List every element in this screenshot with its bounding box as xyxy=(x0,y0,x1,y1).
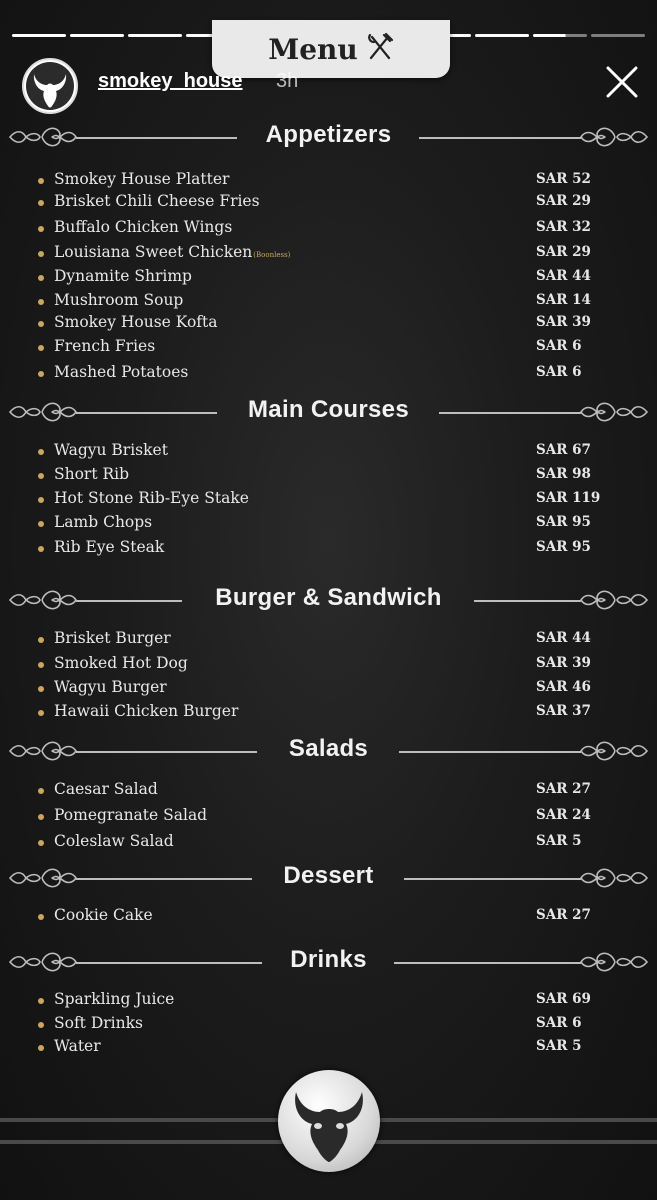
progress-segment xyxy=(591,34,645,37)
menu-tab-title: Menu xyxy=(268,32,358,66)
bullet-icon xyxy=(38,662,44,668)
menu-item-label: Lamb Chops xyxy=(54,513,153,531)
menu-item-label: Mashed Potatoes xyxy=(54,363,189,381)
menu-item-label: Smokey House Platter xyxy=(54,170,230,188)
menu-item-name xyxy=(54,170,229,188)
menu-item xyxy=(38,465,598,487)
menu-item-price: SAR 5 xyxy=(536,833,582,849)
menu-item-price: SAR 29 xyxy=(536,244,591,260)
menu-item xyxy=(38,990,598,1012)
menu-item-label: Hawaii Chicken Burger xyxy=(54,702,239,720)
bullet-icon xyxy=(38,521,44,527)
menu-item xyxy=(38,489,601,511)
menu-item-name xyxy=(54,678,167,696)
menu-item-label: Brisket Burger xyxy=(54,629,171,647)
menu-item-label: Wagyu Brisket xyxy=(54,441,168,459)
menu-item-label: Coleslaw Salad xyxy=(54,832,174,850)
section-header xyxy=(0,859,657,899)
menu-item-name xyxy=(54,243,290,261)
menu-item-name xyxy=(54,538,164,556)
menu-item xyxy=(38,192,598,214)
bullet-icon xyxy=(38,998,44,1004)
bull-logo xyxy=(278,1070,380,1172)
menu-item-label: Buffalo Chicken Wings xyxy=(54,218,233,236)
bullet-icon xyxy=(38,814,44,820)
section-title: Salads xyxy=(288,735,369,762)
menu-item xyxy=(38,629,598,651)
bullet-icon xyxy=(38,546,44,552)
menu-item-name xyxy=(54,313,217,331)
bullet-icon xyxy=(38,299,44,305)
menu-item-name xyxy=(54,267,192,285)
menu-item-price: SAR 6 xyxy=(536,338,582,354)
menu-item-name xyxy=(54,363,188,381)
ornament-icon xyxy=(579,947,649,981)
menu-item xyxy=(38,218,598,240)
bullet-icon xyxy=(38,1045,44,1051)
menu-item-name xyxy=(54,465,129,483)
menu-item-price: SAR 39 xyxy=(536,314,591,330)
menu-item-name xyxy=(54,654,188,672)
menu-tab xyxy=(212,20,450,78)
menu-item-price: SAR 39 xyxy=(536,655,591,671)
bullet-icon xyxy=(38,200,44,206)
menu-item-name xyxy=(54,780,158,798)
menu-item xyxy=(38,243,598,265)
menu-item xyxy=(38,780,598,802)
progress-segment xyxy=(533,34,587,37)
menu-item-label: Wagyu Burger xyxy=(54,678,167,696)
divider-line xyxy=(399,751,581,753)
menu-item-price: SAR 32 xyxy=(536,219,591,235)
bullet-icon xyxy=(38,449,44,455)
menu-item-label: Dynamite Shrimp xyxy=(54,267,192,285)
menu-item-name xyxy=(54,990,174,1008)
section-header xyxy=(0,393,657,433)
menu-item-name xyxy=(54,629,171,647)
bullet-icon xyxy=(38,1022,44,1028)
bullet-icon xyxy=(38,840,44,846)
menu-item-name xyxy=(54,218,232,236)
menu-item xyxy=(38,170,598,192)
section-header xyxy=(0,943,657,983)
menu-item-label: Smokey House Kofta xyxy=(54,313,218,331)
menu-item-price: SAR 44 xyxy=(536,630,591,646)
section-title: Dessert xyxy=(283,862,374,889)
divider-line xyxy=(404,878,581,880)
section-header xyxy=(0,118,657,158)
menu-item-price: SAR 6 xyxy=(536,364,582,380)
section-title: Drinks xyxy=(290,946,367,973)
menu-item-label: Cookie Cake xyxy=(54,906,153,924)
menu-item xyxy=(38,538,598,560)
bullet-icon xyxy=(38,710,44,716)
divider-line xyxy=(394,962,581,964)
menu-item-price: SAR 119 xyxy=(536,490,601,506)
menu-item-price: SAR 14 xyxy=(536,292,591,308)
menu-item xyxy=(38,291,598,313)
menu-item-name xyxy=(54,832,174,850)
menu-item-name xyxy=(54,337,155,355)
menu-item-name xyxy=(54,1037,101,1055)
bullet-icon xyxy=(38,788,44,794)
menu-item-name xyxy=(54,513,152,531)
menu-item xyxy=(38,267,598,289)
menu-item-label: Louisiana Sweet Chicken xyxy=(54,243,253,261)
avatar[interactable] xyxy=(22,58,78,114)
menu-item-label: Rib Eye Steak xyxy=(54,538,165,556)
ornament-icon xyxy=(579,122,649,156)
bullet-icon xyxy=(38,321,44,327)
menu-item xyxy=(38,906,598,928)
ornament-icon xyxy=(579,397,649,431)
menu-item-price: SAR 37 xyxy=(536,703,591,719)
bullet-icon xyxy=(38,686,44,692)
menu-item-name xyxy=(54,906,153,924)
close-icon[interactable] xyxy=(604,64,640,100)
menu-item-name xyxy=(54,702,238,720)
menu-item-label: Brisket Chili Cheese Fries xyxy=(54,192,260,210)
menu-item xyxy=(38,678,598,700)
menu-item xyxy=(38,337,598,359)
menu-item xyxy=(38,806,598,828)
menu-item-price: SAR 29 xyxy=(536,193,591,209)
menu-item-label: Smoked Hot Dog xyxy=(54,654,188,672)
section-title: Appetizers xyxy=(265,121,392,148)
menu-item xyxy=(38,441,598,463)
menu-item-label: Soft Drinks xyxy=(54,1014,143,1032)
menu-item-note: (Boonless) xyxy=(253,251,291,259)
progress-segment xyxy=(70,34,124,37)
menu-item xyxy=(38,702,598,724)
divider-line xyxy=(439,412,581,414)
menu-item-name xyxy=(54,291,183,309)
menu-item-price: SAR 98 xyxy=(536,466,591,482)
section-title: Burger & Sandwich xyxy=(215,584,442,611)
section-title: Main Courses xyxy=(248,396,409,423)
menu-item-price: SAR 52 xyxy=(536,171,591,187)
bullet-icon xyxy=(38,251,44,257)
bullet-icon xyxy=(38,275,44,281)
bullet-icon xyxy=(38,473,44,479)
menu-item-price: SAR 95 xyxy=(536,539,591,555)
divider-line xyxy=(474,600,581,602)
bullet-icon xyxy=(38,637,44,643)
menu-item-label: Short Rib xyxy=(54,465,130,483)
progress-segment xyxy=(128,34,182,37)
menu-item-name xyxy=(54,489,249,507)
menu-item-label: Sparkling Juice xyxy=(54,990,175,1008)
menu-item-price: SAR 24 xyxy=(536,807,591,823)
menu-item-label: Caesar Salad xyxy=(54,780,158,798)
menu-item-price: SAR 46 xyxy=(536,679,591,695)
menu-item xyxy=(38,363,598,385)
menu-item-price: SAR 67 xyxy=(536,442,591,458)
menu-item-price: SAR 5 xyxy=(536,1038,582,1054)
bullet-icon xyxy=(38,226,44,232)
bullet-icon xyxy=(38,914,44,920)
menu-item-price: SAR 44 xyxy=(536,268,591,284)
progress-segment xyxy=(475,34,529,37)
section-header xyxy=(0,732,657,772)
menu-item-label: Hot Stone Rib-Eye Stake xyxy=(54,489,249,507)
menu-item-price: SAR 27 xyxy=(536,907,591,923)
menu-item xyxy=(38,313,598,335)
menu-item xyxy=(38,1014,598,1036)
section-header xyxy=(0,581,657,621)
username-link[interactable]: smokey_house xyxy=(98,70,243,92)
post-time: 3h xyxy=(276,70,299,92)
bullet-icon xyxy=(38,178,44,184)
menu-item xyxy=(38,832,598,854)
menu-item-name xyxy=(54,441,168,459)
menu-item-price: SAR 95 xyxy=(536,514,591,530)
menu-item-label: French Fries xyxy=(54,337,156,355)
menu-item xyxy=(38,1037,598,1059)
menu-item-price: SAR 69 xyxy=(536,991,591,1007)
menu-item-price: SAR 6 xyxy=(536,1015,582,1031)
menu-item xyxy=(38,654,598,676)
ornament-icon xyxy=(579,863,649,897)
ornament-icon xyxy=(579,736,649,770)
divider-line xyxy=(419,137,581,139)
bullet-icon xyxy=(38,497,44,503)
menu-item xyxy=(38,513,598,535)
bullet-icon xyxy=(38,345,44,351)
menu-item-label: Mushroom Soup xyxy=(54,291,184,309)
menu-item-name xyxy=(54,806,207,824)
menu-item-label: Pomegranate Salad xyxy=(54,806,208,824)
menu-item-name xyxy=(54,192,260,210)
bullet-icon xyxy=(38,371,44,377)
progress-segment xyxy=(12,34,66,37)
menu-item-label: Water xyxy=(54,1037,101,1055)
fork-knife-icon xyxy=(366,32,394,66)
ornament-icon xyxy=(579,585,649,619)
menu-item-name xyxy=(54,1014,143,1032)
menu-item-price: SAR 27 xyxy=(536,781,591,797)
